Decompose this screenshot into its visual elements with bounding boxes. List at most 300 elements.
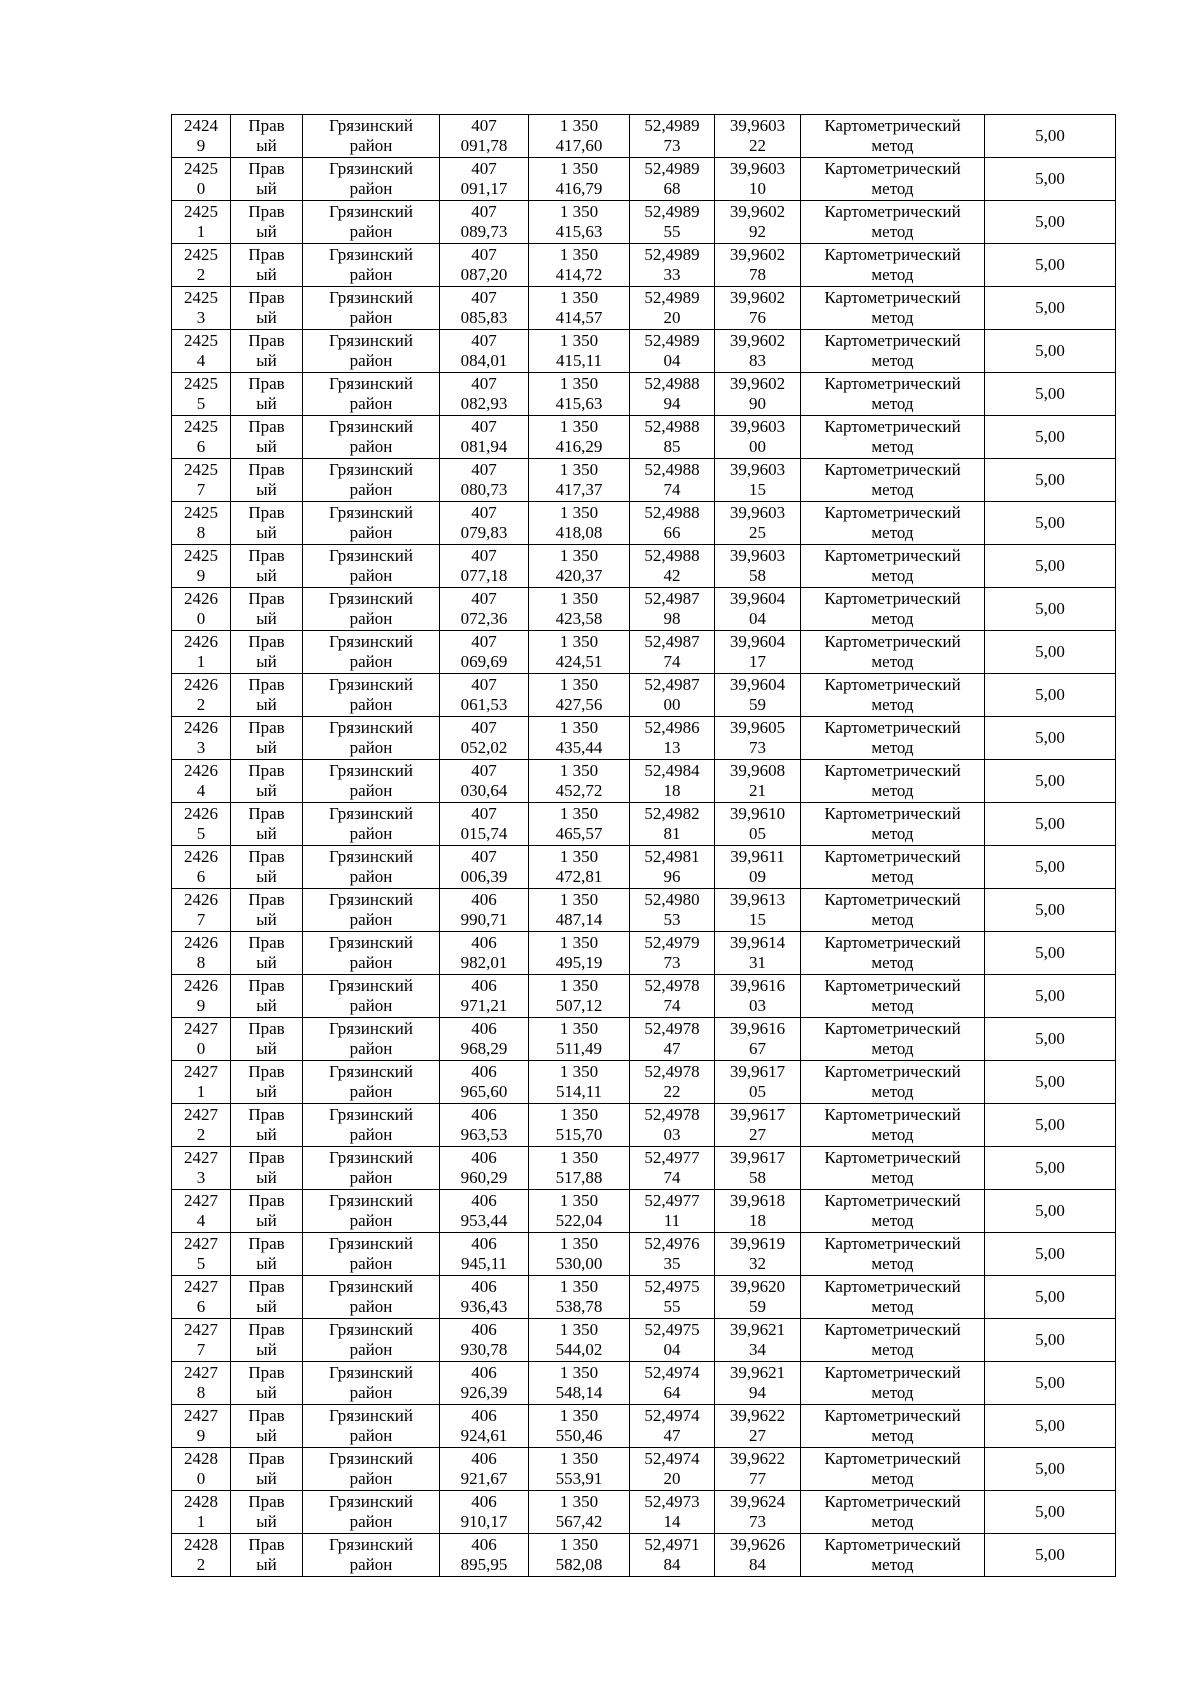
method-cell: Картометрический метод <box>801 760 985 803</box>
longitude-cell: 39,9603 10 <box>715 158 801 201</box>
bank-cell: Прав ый <box>231 717 303 760</box>
accuracy-cell: 5,00 <box>985 1319 1116 1362</box>
longitude-cell: 39,9616 67 <box>715 1018 801 1061</box>
table-row <box>172 1362 1116 1405</box>
accuracy-cell: 5,00 <box>985 158 1116 201</box>
accuracy-cell: 5,00 <box>985 674 1116 717</box>
table-row <box>172 373 1116 416</box>
latitude-cell: 52,4988 94 <box>630 373 715 416</box>
y-coordinate-cell: 1 350 423,58 <box>529 588 630 631</box>
method-cell: Картометрический метод <box>801 373 985 416</box>
method-cell: Картометрический метод <box>801 674 985 717</box>
method-cell: Картометрический метод <box>801 287 985 330</box>
district-cell: Грязинский район <box>303 416 440 459</box>
method-cell: Картометрический метод <box>801 1233 985 1276</box>
y-coordinate-cell: 1 350 415,11 <box>529 330 630 373</box>
point-number-cell: 2425 1 <box>172 201 231 244</box>
y-coordinate-cell: 1 350 420,37 <box>529 545 630 588</box>
bank-cell: Прав ый <box>231 1319 303 1362</box>
accuracy-cell: 5,00 <box>985 201 1116 244</box>
latitude-cell: 52,4988 66 <box>630 502 715 545</box>
latitude-cell: 52,4989 04 <box>630 330 715 373</box>
x-coordinate-cell: 407 030,64 <box>440 760 529 803</box>
bank-cell: Прав ый <box>231 1104 303 1147</box>
x-coordinate-cell: 407 069,69 <box>440 631 529 674</box>
accuracy-cell: 5,00 <box>985 545 1116 588</box>
district-cell: Грязинский район <box>303 932 440 975</box>
table-row <box>172 287 1116 330</box>
bank-cell: Прав ый <box>231 115 303 158</box>
point-number-cell: 2427 9 <box>172 1405 231 1448</box>
x-coordinate-cell: 406 926,39 <box>440 1362 529 1405</box>
x-coordinate-cell: 407 089,73 <box>440 201 529 244</box>
table-row <box>172 545 1116 588</box>
latitude-cell: 52,4978 03 <box>630 1104 715 1147</box>
x-coordinate-cell: 406 982,01 <box>440 932 529 975</box>
accuracy-cell: 5,00 <box>985 1276 1116 1319</box>
x-coordinate-cell: 406 921,67 <box>440 1448 529 1491</box>
district-cell: Грязинский район <box>303 1405 440 1448</box>
table-row <box>172 1534 1116 1577</box>
method-cell: Картометрический метод <box>801 932 985 975</box>
longitude-cell: 39,9622 77 <box>715 1448 801 1491</box>
x-coordinate-cell: 406 971,21 <box>440 975 529 1018</box>
longitude-cell: 39,9603 58 <box>715 545 801 588</box>
y-coordinate-cell: 1 350 416,29 <box>529 416 630 459</box>
table-row <box>172 760 1116 803</box>
accuracy-cell: 5,00 <box>985 760 1116 803</box>
table-row <box>172 1491 1116 1534</box>
y-coordinate-cell: 1 350 452,72 <box>529 760 630 803</box>
latitude-cell: 52,4989 73 <box>630 115 715 158</box>
accuracy-cell: 5,00 <box>985 1061 1116 1104</box>
x-coordinate-cell: 406 968,29 <box>440 1018 529 1061</box>
longitude-cell: 39,9602 83 <box>715 330 801 373</box>
y-coordinate-cell: 1 350 511,49 <box>529 1018 630 1061</box>
x-coordinate-cell: 407 087,20 <box>440 244 529 287</box>
method-cell: Картометрический метод <box>801 1104 985 1147</box>
accuracy-cell: 5,00 <box>985 932 1116 975</box>
latitude-cell: 52,4980 53 <box>630 889 715 932</box>
latitude-cell: 52,4982 81 <box>630 803 715 846</box>
table-row <box>172 1448 1116 1491</box>
accuracy-cell: 5,00 <box>985 1190 1116 1233</box>
x-coordinate-cell: 406 953,44 <box>440 1190 529 1233</box>
latitude-cell: 52,4977 11 <box>630 1190 715 1233</box>
point-number-cell: 2426 0 <box>172 588 231 631</box>
y-coordinate-cell: 1 350 424,51 <box>529 631 630 674</box>
point-number-cell: 2425 5 <box>172 373 231 416</box>
y-coordinate-cell: 1 350 514,11 <box>529 1061 630 1104</box>
x-coordinate-cell: 407 091,17 <box>440 158 529 201</box>
method-cell: Картометрический метод <box>801 588 985 631</box>
district-cell: Грязинский район <box>303 287 440 330</box>
latitude-cell: 52,4981 96 <box>630 846 715 889</box>
point-number-cell: 2427 6 <box>172 1276 231 1319</box>
accuracy-cell: 5,00 <box>985 115 1116 158</box>
longitude-cell: 39,9604 59 <box>715 674 801 717</box>
latitude-cell: 52,4989 20 <box>630 287 715 330</box>
point-number-cell: 2427 4 <box>172 1190 231 1233</box>
point-number-cell: 2427 8 <box>172 1362 231 1405</box>
district-cell: Грязинский район <box>303 1491 440 1534</box>
district-cell: Грязинский район <box>303 1534 440 1577</box>
x-coordinate-cell: 407 015,74 <box>440 803 529 846</box>
latitude-cell: 52,4978 22 <box>630 1061 715 1104</box>
y-coordinate-cell: 1 350 553,91 <box>529 1448 630 1491</box>
longitude-cell: 39,9622 27 <box>715 1405 801 1448</box>
method-cell: Картометрический метод <box>801 803 985 846</box>
y-coordinate-cell: 1 350 472,81 <box>529 846 630 889</box>
table-row <box>172 416 1116 459</box>
bank-cell: Прав ый <box>231 1061 303 1104</box>
latitude-cell: 52,4974 64 <box>630 1362 715 1405</box>
latitude-cell: 52,4989 55 <box>630 201 715 244</box>
accuracy-cell: 5,00 <box>985 846 1116 889</box>
bank-cell: Прав ый <box>231 975 303 1018</box>
district-cell: Грязинский район <box>303 1362 440 1405</box>
y-coordinate-cell: 1 350 538,78 <box>529 1276 630 1319</box>
table-row <box>172 588 1116 631</box>
table-row <box>172 674 1116 717</box>
accuracy-cell: 5,00 <box>985 416 1116 459</box>
method-cell: Картометрический метод <box>801 975 985 1018</box>
y-coordinate-cell: 1 350 582,08 <box>529 1534 630 1577</box>
latitude-cell: 52,4989 68 <box>630 158 715 201</box>
method-cell: Картометрический метод <box>801 416 985 459</box>
longitude-cell: 39,9604 04 <box>715 588 801 631</box>
bank-cell: Прав ый <box>231 416 303 459</box>
x-coordinate-cell: 406 930,78 <box>440 1319 529 1362</box>
y-coordinate-cell: 1 350 414,57 <box>529 287 630 330</box>
method-cell: Картометрический метод <box>801 459 985 502</box>
longitude-cell: 39,9617 58 <box>715 1147 801 1190</box>
district-cell: Грязинский район <box>303 1233 440 1276</box>
bank-cell: Прав ый <box>231 803 303 846</box>
point-number-cell: 2427 3 <box>172 1147 231 1190</box>
longitude-cell: 39,9602 78 <box>715 244 801 287</box>
latitude-cell: 52,4989 33 <box>630 244 715 287</box>
latitude-cell: 52,4988 74 <box>630 459 715 502</box>
table-row <box>172 201 1116 244</box>
district-cell: Грязинский район <box>303 674 440 717</box>
longitude-cell: 39,9602 76 <box>715 287 801 330</box>
method-cell: Картометрический метод <box>801 717 985 760</box>
latitude-cell: 52,4976 35 <box>630 1233 715 1276</box>
latitude-cell: 52,4987 98 <box>630 588 715 631</box>
latitude-cell: 52,4986 13 <box>630 717 715 760</box>
latitude-cell: 52,4978 47 <box>630 1018 715 1061</box>
method-cell: Картометрический метод <box>801 1276 985 1319</box>
longitude-cell: 39,9610 05 <box>715 803 801 846</box>
method-cell: Картометрический метод <box>801 1405 985 1448</box>
x-coordinate-cell: 407 085,83 <box>440 287 529 330</box>
bank-cell: Прав ый <box>231 1491 303 1534</box>
y-coordinate-cell: 1 350 507,12 <box>529 975 630 1018</box>
bank-cell: Прав ый <box>231 1233 303 1276</box>
y-coordinate-cell: 1 350 418,08 <box>529 502 630 545</box>
bank-cell: Прав ый <box>231 158 303 201</box>
x-coordinate-cell: 406 963,53 <box>440 1104 529 1147</box>
accuracy-cell: 5,00 <box>985 889 1116 932</box>
table-row <box>172 803 1116 846</box>
bank-cell: Прав ый <box>231 889 303 932</box>
longitude-cell: 39,9617 05 <box>715 1061 801 1104</box>
point-number-cell: 2426 6 <box>172 846 231 889</box>
x-coordinate-cell: 406 895,95 <box>440 1534 529 1577</box>
accuracy-cell: 5,00 <box>985 330 1116 373</box>
accuracy-cell: 5,00 <box>985 1147 1116 1190</box>
point-number-cell: 2428 1 <box>172 1491 231 1534</box>
method-cell: Картометрический метод <box>801 1491 985 1534</box>
table-row <box>172 244 1116 287</box>
table-row <box>172 115 1116 158</box>
accuracy-cell: 5,00 <box>985 1362 1116 1405</box>
longitude-cell: 39,9603 22 <box>715 115 801 158</box>
x-coordinate-cell: 407 077,18 <box>440 545 529 588</box>
latitude-cell: 52,4975 04 <box>630 1319 715 1362</box>
latitude-cell: 52,4988 85 <box>630 416 715 459</box>
longitude-cell: 39,9624 73 <box>715 1491 801 1534</box>
table-row <box>172 846 1116 889</box>
district-cell: Грязинский район <box>303 1448 440 1491</box>
point-number-cell: 2426 4 <box>172 760 231 803</box>
y-coordinate-cell: 1 350 415,63 <box>529 201 630 244</box>
district-cell: Грязинский район <box>303 545 440 588</box>
district-cell: Грязинский район <box>303 1104 440 1147</box>
accuracy-cell: 5,00 <box>985 373 1116 416</box>
accuracy-cell: 5,00 <box>985 502 1116 545</box>
x-coordinate-cell: 407 006,39 <box>440 846 529 889</box>
accuracy-cell: 5,00 <box>985 631 1116 674</box>
district-cell: Грязинский район <box>303 803 440 846</box>
point-number-cell: 2426 5 <box>172 803 231 846</box>
point-number-cell: 2426 9 <box>172 975 231 1018</box>
y-coordinate-cell: 1 350 465,57 <box>529 803 630 846</box>
longitude-cell: 39,9603 00 <box>715 416 801 459</box>
method-cell: Картометрический метод <box>801 1448 985 1491</box>
latitude-cell: 52,4977 74 <box>630 1147 715 1190</box>
table-row <box>172 889 1116 932</box>
accuracy-cell: 5,00 <box>985 975 1116 1018</box>
longitude-cell: 39,9618 18 <box>715 1190 801 1233</box>
y-coordinate-cell: 1 350 495,19 <box>529 932 630 975</box>
point-number-cell: 2427 7 <box>172 1319 231 1362</box>
x-coordinate-cell: 406 965,60 <box>440 1061 529 1104</box>
point-number-cell: 2425 6 <box>172 416 231 459</box>
longitude-cell: 39,9611 09 <box>715 846 801 889</box>
accuracy-cell: 5,00 <box>985 1233 1116 1276</box>
longitude-cell: 39,9602 90 <box>715 373 801 416</box>
accuracy-cell: 5,00 <box>985 287 1116 330</box>
district-cell: Грязинский район <box>303 201 440 244</box>
table-row <box>172 1190 1116 1233</box>
latitude-cell: 52,4987 74 <box>630 631 715 674</box>
method-cell: Картометрический метод <box>801 158 985 201</box>
x-coordinate-cell: 406 924,61 <box>440 1405 529 1448</box>
method-cell: Картометрический метод <box>801 201 985 244</box>
y-coordinate-cell: 1 350 417,37 <box>529 459 630 502</box>
table-body <box>172 115 1116 1577</box>
district-cell: Грязинский район <box>303 158 440 201</box>
table-row <box>172 1405 1116 1448</box>
bank-cell: Прав ый <box>231 201 303 244</box>
x-coordinate-cell: 407 084,01 <box>440 330 529 373</box>
table-row <box>172 502 1116 545</box>
method-cell: Картометрический метод <box>801 244 985 287</box>
district-cell: Грязинский район <box>303 631 440 674</box>
x-coordinate-cell: 407 072,36 <box>440 588 529 631</box>
x-coordinate-cell: 406 990,71 <box>440 889 529 932</box>
district-cell: Грязинский район <box>303 373 440 416</box>
longitude-cell: 39,9603 25 <box>715 502 801 545</box>
accuracy-cell: 5,00 <box>985 459 1116 502</box>
y-coordinate-cell: 1 350 427,56 <box>529 674 630 717</box>
x-coordinate-cell: 407 091,78 <box>440 115 529 158</box>
accuracy-cell: 5,00 <box>985 1491 1116 1534</box>
method-cell: Картометрический метод <box>801 1319 985 1362</box>
y-coordinate-cell: 1 350 415,63 <box>529 373 630 416</box>
coordinates-table <box>171 114 1116 1577</box>
bank-cell: Прав ый <box>231 846 303 889</box>
point-number-cell: 2425 4 <box>172 330 231 373</box>
point-number-cell: 2425 7 <box>172 459 231 502</box>
longitude-cell: 39,9626 84 <box>715 1534 801 1577</box>
longitude-cell: 39,9604 17 <box>715 631 801 674</box>
bank-cell: Прав ый <box>231 1276 303 1319</box>
bank-cell: Прав ый <box>231 1190 303 1233</box>
table-row <box>172 975 1116 1018</box>
method-cell: Картометрический метод <box>801 1190 985 1233</box>
method-cell: Картометрический метод <box>801 545 985 588</box>
x-coordinate-cell: 406 960,29 <box>440 1147 529 1190</box>
bank-cell: Прав ый <box>231 545 303 588</box>
method-cell: Картометрический метод <box>801 502 985 545</box>
table-row <box>172 1233 1116 1276</box>
bank-cell: Прав ый <box>231 330 303 373</box>
method-cell: Картометрический метод <box>801 846 985 889</box>
bank-cell: Прав ый <box>231 588 303 631</box>
table-row <box>172 1104 1116 1147</box>
method-cell: Картометрический метод <box>801 1061 985 1104</box>
method-cell: Картометрический метод <box>801 115 985 158</box>
district-cell: Грязинский район <box>303 717 440 760</box>
bank-cell: Прав ый <box>231 1147 303 1190</box>
latitude-cell: 52,4974 47 <box>630 1405 715 1448</box>
district-cell: Грязинский район <box>303 846 440 889</box>
x-coordinate-cell: 406 945,11 <box>440 1233 529 1276</box>
longitude-cell: 39,9616 03 <box>715 975 801 1018</box>
x-coordinate-cell: 407 079,83 <box>440 502 529 545</box>
accuracy-cell: 5,00 <box>985 1448 1116 1491</box>
method-cell: Картометрический метод <box>801 1147 985 1190</box>
method-cell: Картометрический метод <box>801 330 985 373</box>
table-row <box>172 1276 1116 1319</box>
bank-cell: Прав ый <box>231 459 303 502</box>
point-number-cell: 2425 9 <box>172 545 231 588</box>
y-coordinate-cell: 1 350 414,72 <box>529 244 630 287</box>
accuracy-cell: 5,00 <box>985 588 1116 631</box>
accuracy-cell: 5,00 <box>985 244 1116 287</box>
district-cell: Грязинский район <box>303 1018 440 1061</box>
district-cell: Грязинский район <box>303 889 440 932</box>
latitude-cell: 52,4973 14 <box>630 1491 715 1534</box>
point-number-cell: 2424 9 <box>172 115 231 158</box>
y-coordinate-cell: 1 350 487,14 <box>529 889 630 932</box>
longitude-cell: 39,9619 32 <box>715 1233 801 1276</box>
bank-cell: Прав ый <box>231 1362 303 1405</box>
longitude-cell: 39,9605 73 <box>715 717 801 760</box>
point-number-cell: 2426 7 <box>172 889 231 932</box>
point-number-cell: 2425 8 <box>172 502 231 545</box>
point-number-cell: 2425 2 <box>172 244 231 287</box>
bank-cell: Прав ый <box>231 244 303 287</box>
point-number-cell: 2426 3 <box>172 717 231 760</box>
accuracy-cell: 5,00 <box>985 1018 1116 1061</box>
latitude-cell: 52,4984 18 <box>630 760 715 803</box>
x-coordinate-cell: 406 910,17 <box>440 1491 529 1534</box>
district-cell: Грязинский район <box>303 244 440 287</box>
latitude-cell: 52,4987 00 <box>630 674 715 717</box>
longitude-cell: 39,9621 94 <box>715 1362 801 1405</box>
district-cell: Грязинский район <box>303 459 440 502</box>
longitude-cell: 39,9613 15 <box>715 889 801 932</box>
x-coordinate-cell: 406 936,43 <box>440 1276 529 1319</box>
longitude-cell: 39,9614 31 <box>715 932 801 975</box>
bank-cell: Прав ый <box>231 674 303 717</box>
bank-cell: Прав ый <box>231 1405 303 1448</box>
district-cell: Грязинский район <box>303 330 440 373</box>
district-cell: Грязинский район <box>303 588 440 631</box>
table-row <box>172 158 1116 201</box>
bank-cell: Прав ый <box>231 1534 303 1577</box>
longitude-cell: 39,9621 34 <box>715 1319 801 1362</box>
district-cell: Грязинский район <box>303 1190 440 1233</box>
point-number-cell: 2427 2 <box>172 1104 231 1147</box>
latitude-cell: 52,4974 20 <box>630 1448 715 1491</box>
point-number-cell: 2427 5 <box>172 1233 231 1276</box>
accuracy-cell: 5,00 <box>985 1405 1116 1448</box>
y-coordinate-cell: 1 350 550,46 <box>529 1405 630 1448</box>
bank-cell: Прав ый <box>231 373 303 416</box>
table-row <box>172 1319 1116 1362</box>
method-cell: Картометрический метод <box>801 1362 985 1405</box>
point-number-cell: 2425 0 <box>172 158 231 201</box>
point-number-cell: 2425 3 <box>172 287 231 330</box>
point-number-cell: 2426 2 <box>172 674 231 717</box>
bank-cell: Прав ый <box>231 287 303 330</box>
x-coordinate-cell: 407 080,73 <box>440 459 529 502</box>
bank-cell: Прав ый <box>231 1448 303 1491</box>
x-coordinate-cell: 407 061,53 <box>440 674 529 717</box>
point-number-cell: 2426 1 <box>172 631 231 674</box>
table-row <box>172 330 1116 373</box>
bank-cell: Прав ый <box>231 502 303 545</box>
x-coordinate-cell: 407 082,93 <box>440 373 529 416</box>
table-row <box>172 459 1116 502</box>
table-row <box>172 932 1116 975</box>
accuracy-cell: 5,00 <box>985 1104 1116 1147</box>
method-cell: Картометрический метод <box>801 1018 985 1061</box>
bank-cell: Прав ый <box>231 631 303 674</box>
method-cell: Картометрический метод <box>801 889 985 932</box>
table-row <box>172 717 1116 760</box>
district-cell: Грязинский район <box>303 760 440 803</box>
longitude-cell: 39,9608 21 <box>715 760 801 803</box>
y-coordinate-cell: 1 350 435,44 <box>529 717 630 760</box>
bank-cell: Прав ый <box>231 760 303 803</box>
y-coordinate-cell: 1 350 417,60 <box>529 115 630 158</box>
